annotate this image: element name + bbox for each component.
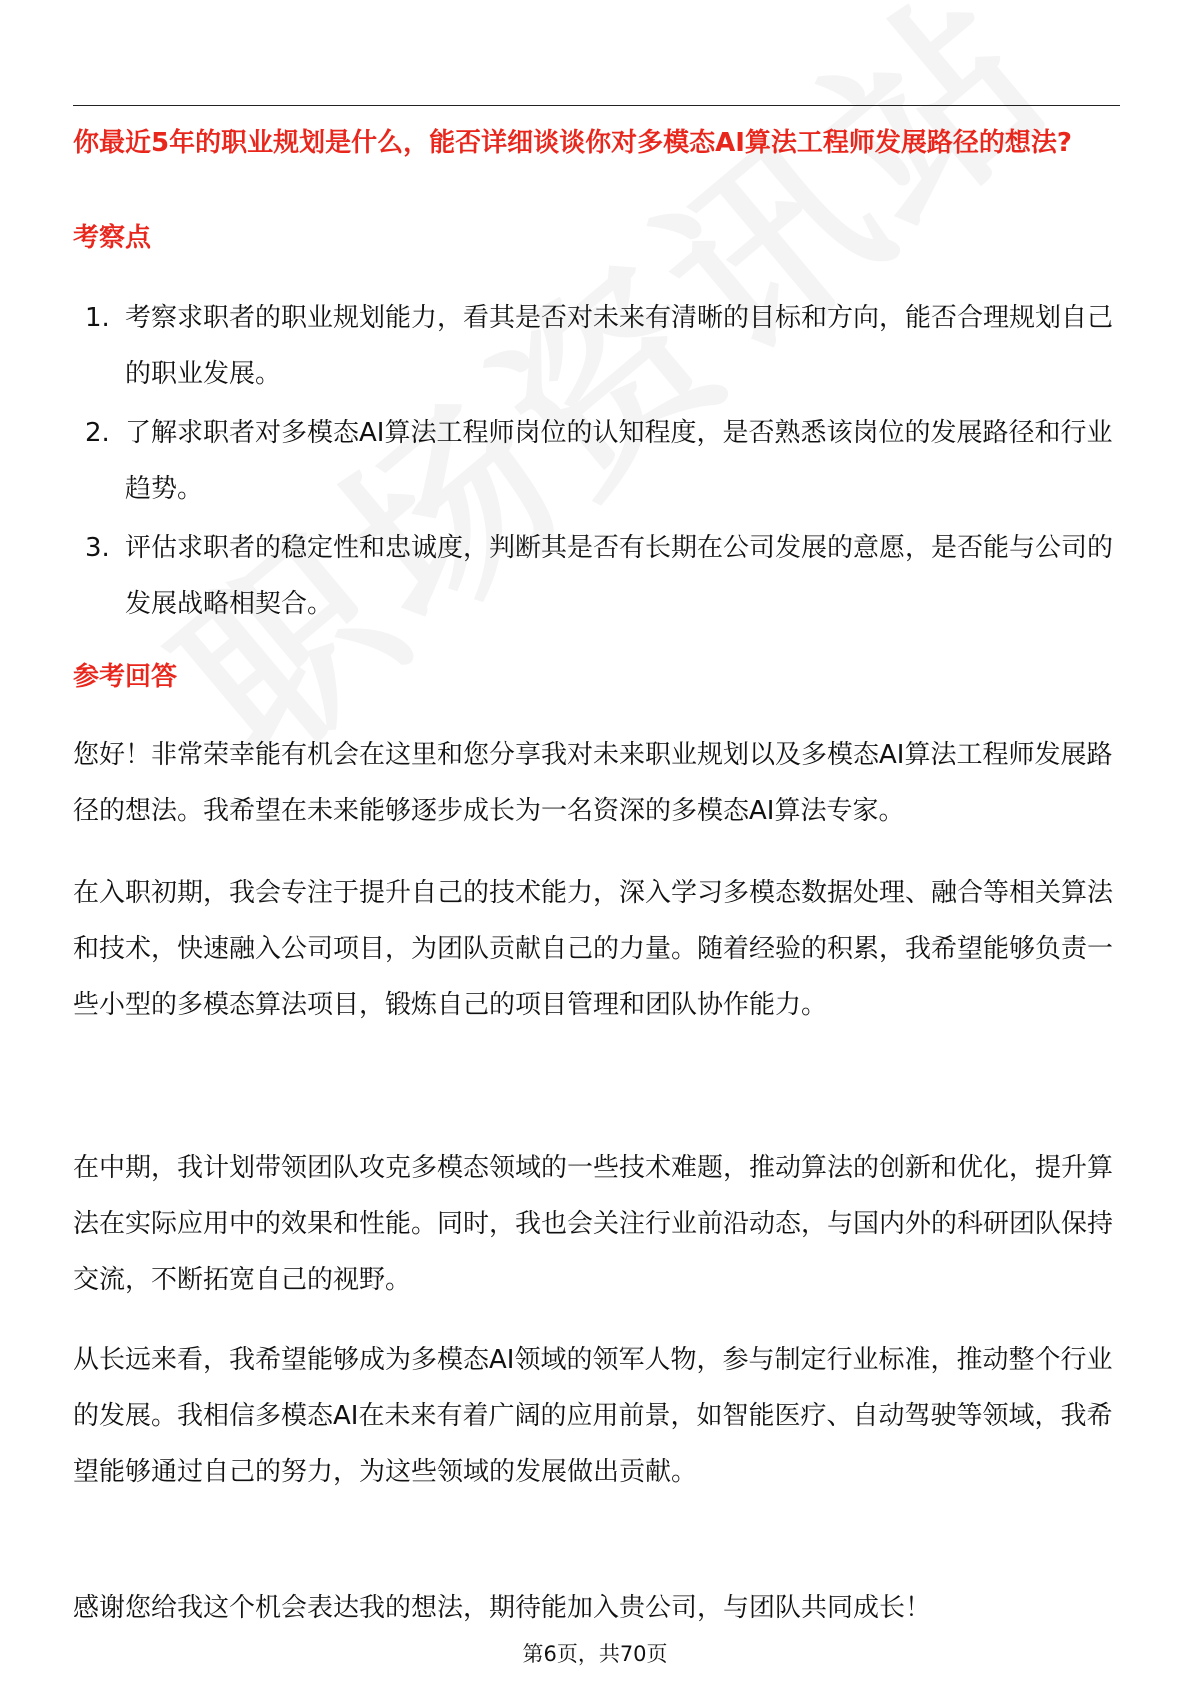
page-number: 第6页，共70页 [522,1642,668,1666]
list-item-number: 1. [85,303,110,333]
answer-paragraph: 在入职初期，我会专注于提升自己的技术能力，深入学习多模态数据处理、融合等相关算法和技术，快速融入公司项目，为团队贡献自己的力量。随着经验的积累，我希望能够负责一些小型的多模态算法项目，锻炼自己的项目管理和团队协作能力。 [73,878,1114,1020]
answer-paragraph: 从长远来看，我希望能够成为多模态AI领域的领军人物，参与制定行业标准，推动整个行业的发展。我相信多模态AI在未来有着广阔的应用前景，如智能医疗、自动驾驶等领域，我希望能够通过自己的努力，为这些领域的发展做出贡献。 [73,1345,1113,1487]
answer-paragraph: 感谢您给我这个机会表达我的想法，期待能加入贵公司，与团队共同成长！ [73,1593,932,1623]
answer-paragraph: 在中期，我计划带领团队攻克多模态领域的一些技术难题，推动算法的创新和优化，提升算法在实际应用中的效果和性能。同时，我也会关注行业前沿动态，与国内外的科研团队保持交流，不断拓宽自己的视野。 [73,1153,1114,1295]
list-item-number: 2. [85,418,110,448]
points-list [73,290,1120,635]
answer-paragraph: 您好！非常荣幸能有机会在这里和您分享我对未来职业规划以及多模态AI算法工程师发展路径的想法。我希望在未来能够逐步成长为一名资深的多模态AI算法专家。 [73,740,1113,826]
list-item-text: 考察求职者的职业规划能力，看其是否对未来有清晰的目标和方向，能否合理规划自己的职业发展。 [125,303,1114,389]
answer-heading: 参考回答 [73,662,178,692]
list-item [73,405,1120,517]
list-item-number: 3. [85,533,110,563]
list-item-text: 了解求职者对多模态AI算法工程师岗位的认知程度，是否熟悉该岗位的发展路径和行业趋势。 [125,418,1113,504]
question-title: 你最近5年的职业规划是什么，能否详细谈谈你对多模态AI算法工程师发展路径的想法? [73,128,1072,158]
top-divider [73,105,1120,106]
list-item-text: 评估求职者的稳定性和忠诚度，判断其是否有长期在公司发展的意愿，是否能与公司的发展战略相契合。 [125,533,1114,619]
points-heading: 考察点 [73,223,152,253]
list-item [73,520,1120,632]
list-item [73,290,1120,402]
